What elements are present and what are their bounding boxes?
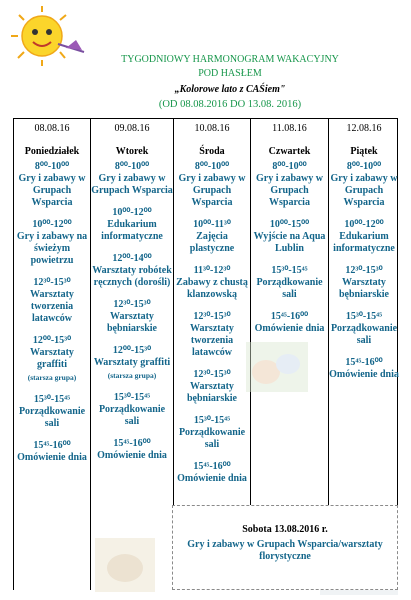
schedule-event [174, 311, 250, 359]
event-time: 8⁰⁰-10⁰⁰ [272, 161, 307, 172]
photo-decoration [246, 342, 308, 392]
event-time: 15³⁰-15⁴⁵ [271, 265, 308, 276]
event-time: 8⁰⁰-10⁰⁰ [114, 161, 150, 172]
event-title: Gry i zabawy w Grupach Wsparcia [18, 173, 86, 208]
schedule-event [174, 161, 250, 209]
event-title: Zabawy z chustą klanzowską [176, 277, 248, 300]
event-time: 12⁰⁰-15³⁰ [112, 345, 152, 356]
schedule-event [329, 219, 399, 255]
event-time: 15⁴⁵-16⁰⁰ [33, 440, 71, 451]
day-date: 10.08.16 [194, 123, 230, 134]
event-time: 10⁰⁰-12⁰⁰ [112, 207, 152, 218]
schedule-event [251, 265, 328, 301]
event-title: Porządkowanie sali [330, 323, 398, 346]
schedule-event [91, 345, 173, 382]
event-time: 11³⁰-12³⁰ [193, 265, 231, 276]
event-time: 8⁰⁰-10⁰⁰ [34, 161, 70, 172]
schedule-event [91, 253, 173, 289]
event-time: 8⁰⁰-10⁰⁰ [346, 161, 382, 172]
event-time: 15⁴⁵-16⁰⁰ [345, 357, 383, 368]
event-title: Warsztaty graffiti [30, 347, 74, 370]
event-title: Warsztaty bębniarskie [186, 381, 237, 404]
schedule-event [329, 161, 399, 209]
day-date: 12.08.16 [346, 123, 382, 134]
event-title: Edukarium informatyczne [101, 219, 163, 242]
event-title: Omówienie dnia [254, 323, 325, 334]
event-title: Warsztaty tworzenia latawców [30, 289, 74, 324]
event-time: 12³⁰-15³⁰ [33, 277, 71, 288]
schedule-event [329, 357, 399, 381]
event-title: Zajęcia plastyczne [189, 231, 235, 254]
event-title: Edukarium informatyczne [333, 231, 395, 254]
schedule-event [251, 161, 328, 209]
schedule-event [251, 311, 328, 335]
day-column [91, 119, 174, 590]
schedule-motto: „Kolorowe lato z CAŚiem" [174, 84, 286, 95]
event-title: Omówienie dnia [17, 452, 87, 463]
schedule-event [174, 369, 250, 405]
event-title: Porządkowanie sali [178, 427, 246, 450]
event-note: (starsza grupa) [27, 373, 77, 382]
event-time: 15³⁰-15⁴⁵ [33, 394, 71, 405]
day-date: 11.08.16 [272, 123, 307, 134]
event-title: Warsztaty tworzenia latawców [190, 323, 234, 358]
schedule-event [91, 161, 173, 197]
schedule-event [251, 219, 328, 255]
day-date: 09.08.16 [114, 123, 150, 134]
event-note: (starsza grupa) [107, 371, 157, 380]
day-date: 08.08.16 [34, 123, 70, 134]
event-title: Wyjście na Aqua Lublin [253, 231, 326, 254]
event-title: Gry i zabawy w Grupach Wsparcia [330, 173, 398, 208]
event-title: Warsztaty bębniarskie [338, 277, 389, 300]
event-title: Porządkowanie sali [256, 277, 323, 300]
schedule-event [14, 335, 90, 384]
event-time: 12³⁰-15³⁰ [193, 311, 231, 322]
schedule-event [91, 299, 173, 335]
event-time: 12³⁰-15³⁰ [113, 299, 151, 310]
event-title: Gry i zabawy w Grupach Wsparcia [256, 173, 323, 208]
event-time: 12³⁰-15³⁰ [345, 265, 383, 276]
event-time: 15³⁰-15⁴⁵ [193, 415, 231, 426]
event-time: 15⁴⁵-16⁰⁰ [193, 461, 231, 472]
schedule-event [91, 438, 173, 462]
schedule-title: TYGODNIOWY HARMONOGRAM WAKACYJNY [121, 54, 339, 65]
schedule-event [14, 277, 90, 325]
day-name: Poniedziałek [24, 146, 80, 157]
event-title: Omówienie dnia [329, 369, 399, 380]
schedule-event [14, 161, 90, 209]
event-time: 15⁴⁵-16⁰⁰ [113, 438, 151, 449]
event-title: Warsztaty bębniarskie [106, 311, 157, 334]
event-time: 12³⁰-15³⁰ [193, 369, 231, 380]
event-title: Gry i zabawy w Grupach Wsparcia [91, 173, 173, 196]
schedule-event [174, 265, 250, 301]
event-title: Gry i zabawy w Grupach Wsparcia [178, 173, 246, 208]
day-name: Wtorek [115, 146, 149, 157]
day-name: Czwartek [268, 146, 311, 157]
event-time: 12⁰⁰-15³⁰ [32, 335, 72, 346]
event-title: Warsztaty graffiti [93, 357, 171, 368]
schedule-event [14, 440, 90, 464]
schedule-event [14, 394, 90, 430]
event-time: 15⁴⁵-16⁰⁰ [270, 311, 309, 322]
event-time: 15³⁰-15⁴⁵ [113, 392, 151, 403]
event-time: 10⁰⁰-15⁰⁰ [269, 219, 310, 230]
schedule-date-range: (OD 08.08.2016 DO 13.08. 2016) [158, 99, 302, 110]
schedule-subtitle: POD HASŁEM [198, 68, 262, 79]
event-time: 10⁰⁰-11³⁰ [193, 219, 231, 230]
schedule-event [14, 219, 90, 267]
schedule-event [174, 461, 250, 485]
day-name: Środa [199, 146, 225, 157]
day-name: Piątek [350, 146, 378, 157]
schedule-event [174, 219, 250, 255]
photo-decoration [95, 538, 155, 592]
event-title: Gry i zabawy na świeżym powietrzu [16, 231, 88, 266]
event-title: Omówienie dnia [97, 450, 167, 461]
event-time: 10⁰⁰-12⁰⁰ [32, 219, 72, 230]
schedule-event [91, 392, 173, 428]
saturday-title: Sobota 13.08.2016 r. [242, 524, 328, 535]
event-title: Porządkowanie sali [18, 406, 86, 429]
schedule-event [91, 207, 173, 243]
event-time: 12⁰⁰-14⁰⁰ [112, 253, 152, 264]
schedule-event [174, 415, 250, 451]
event-title: Warsztaty robótek ręcznych (dorośli) [92, 265, 172, 288]
schedule-event [329, 311, 399, 347]
saturday-box [172, 505, 398, 590]
day-column [14, 119, 91, 590]
event-time: 15³⁰-15⁴⁵ [345, 311, 383, 322]
event-title: Omówienie dnia [177, 473, 247, 484]
event-time: 8⁰⁰-10⁰⁰ [194, 161, 230, 172]
schedule-event [329, 265, 399, 301]
event-title: Porządkowanie sali [98, 404, 166, 427]
saturday-activity: Gry i zabawy w Grupach Wsparcia/warsztaty florystyczne [187, 539, 383, 562]
event-time: 10⁰⁰-12⁰⁰ [344, 219, 384, 230]
